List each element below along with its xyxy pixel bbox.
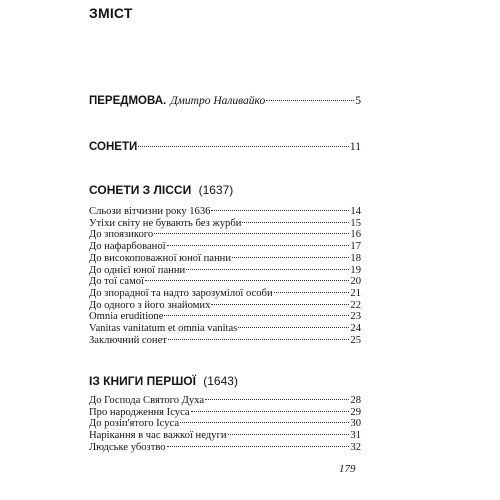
sonnets-title: СОНЕТИ	[89, 141, 138, 153]
entry-title: Vanitas vanitatum et omnia vanitas	[89, 323, 238, 334]
entry-title: До розіп'ятого Ісуса	[89, 418, 180, 430]
page-ref: 29	[350, 406, 361, 418]
dot-leader	[164, 315, 349, 316]
dot-leader	[145, 280, 349, 281]
dot-leader	[180, 422, 349, 423]
section-heading-lissa	[89, 183, 233, 197]
preface-author: Дмитро Наливайко	[170, 95, 266, 107]
dot-leader	[167, 245, 350, 246]
dot-leader	[186, 269, 349, 270]
toc-entry[interactable]	[89, 395, 361, 406]
dot-leader	[211, 210, 349, 211]
entry-title: До зпорадної та надто зарозумілої особи	[89, 287, 273, 299]
toc-entry[interactable]	[89, 418, 361, 429]
section-year: (1637)	[198, 183, 234, 197]
entry-title: Утіхи світу не бувають без журби	[89, 217, 242, 229]
dot-leader	[242, 222, 349, 223]
page-number: 179	[339, 463, 356, 475]
page-ref: 24	[350, 323, 361, 334]
toc-entry[interactable]	[89, 442, 361, 453]
page-ref: 15	[350, 217, 361, 229]
dot-leader	[168, 339, 349, 340]
page-ref: 25	[350, 334, 361, 346]
entry-title: До тої самої	[89, 276, 145, 288]
toc-entry[interactable]	[89, 241, 361, 252]
dot-leader	[191, 411, 350, 412]
entry-title: Людське убозтво	[89, 441, 166, 453]
entry-title: До однієї юної панни	[89, 264, 186, 276]
page-ref: 30	[350, 418, 361, 430]
toc-entry[interactable]	[89, 335, 361, 346]
dot-leader	[274, 292, 350, 293]
page-ref: 17	[350, 241, 361, 253]
toc-entry[interactable]	[89, 407, 361, 418]
section-heading-first-book	[89, 374, 238, 388]
preface-title: ПЕРЕДМОВА.	[89, 95, 167, 107]
toc-entry-preface[interactable]	[89, 95, 361, 107]
toc-entry[interactable]	[89, 229, 361, 240]
dot-leader	[154, 233, 349, 234]
page-title: ЗМІСТ	[89, 5, 133, 21]
toc-entry[interactable]	[89, 323, 361, 334]
toc-entry[interactable]	[89, 218, 361, 229]
page-ref: 31	[350, 430, 361, 442]
toc-entry[interactable]	[89, 206, 361, 217]
section-year: (1643)	[203, 374, 238, 388]
page-ref: 5	[355, 95, 361, 107]
section-title: СОНЕТИ З ЛІССИ	[89, 183, 192, 197]
toc-entry-sonnets[interactable]	[89, 141, 361, 153]
dot-leader	[232, 257, 349, 258]
page-ref: 22	[350, 299, 361, 311]
page-ref: 20	[350, 276, 361, 288]
entry-title: Нарікання в час важкої недуги	[89, 430, 227, 442]
page-ref: 11	[349, 141, 361, 153]
dot-leader	[266, 100, 354, 101]
dot-leader	[228, 434, 350, 435]
section-title: ІЗ КНИГИ ПЕРШОЇ	[89, 374, 196, 388]
page-ref: 18	[350, 252, 361, 264]
page-ref: 28	[350, 395, 361, 406]
page-ref: 32	[350, 441, 361, 453]
page-ref: 14	[350, 206, 361, 217]
entry-title: До Господа Святого Духа	[89, 395, 205, 406]
entry-title: До одного з його знайомих	[89, 299, 211, 311]
page-ref: 16	[350, 229, 361, 241]
entry-title: Про народження Ісуса	[89, 406, 190, 418]
dot-leader	[138, 146, 349, 147]
entry-title: До зпоязикого	[89, 229, 154, 241]
dot-leader	[211, 304, 349, 305]
dot-leader	[238, 327, 349, 328]
entry-title: Сльози вітчизни року 1636	[89, 206, 211, 217]
entry-title: Omnia eruditione	[89, 311, 164, 323]
toc-entry[interactable]	[89, 253, 361, 264]
page-ref: 19	[350, 264, 361, 276]
dot-leader	[167, 446, 350, 447]
toc-entry[interactable]	[89, 430, 361, 441]
toc-entry[interactable]	[89, 276, 361, 287]
toc-entry[interactable]	[89, 300, 361, 311]
entry-title: До високоповажної юної панни	[89, 252, 232, 264]
toc-entry[interactable]	[89, 265, 361, 276]
entry-title: До нафарбованої	[89, 241, 166, 253]
dot-leader	[205, 399, 349, 400]
toc-entry[interactable]	[89, 311, 361, 322]
page-ref: 21	[350, 287, 361, 299]
entry-title: Заключний сонет	[89, 334, 167, 346]
toc-entry[interactable]	[89, 288, 361, 299]
page-ref: 23	[350, 311, 361, 323]
